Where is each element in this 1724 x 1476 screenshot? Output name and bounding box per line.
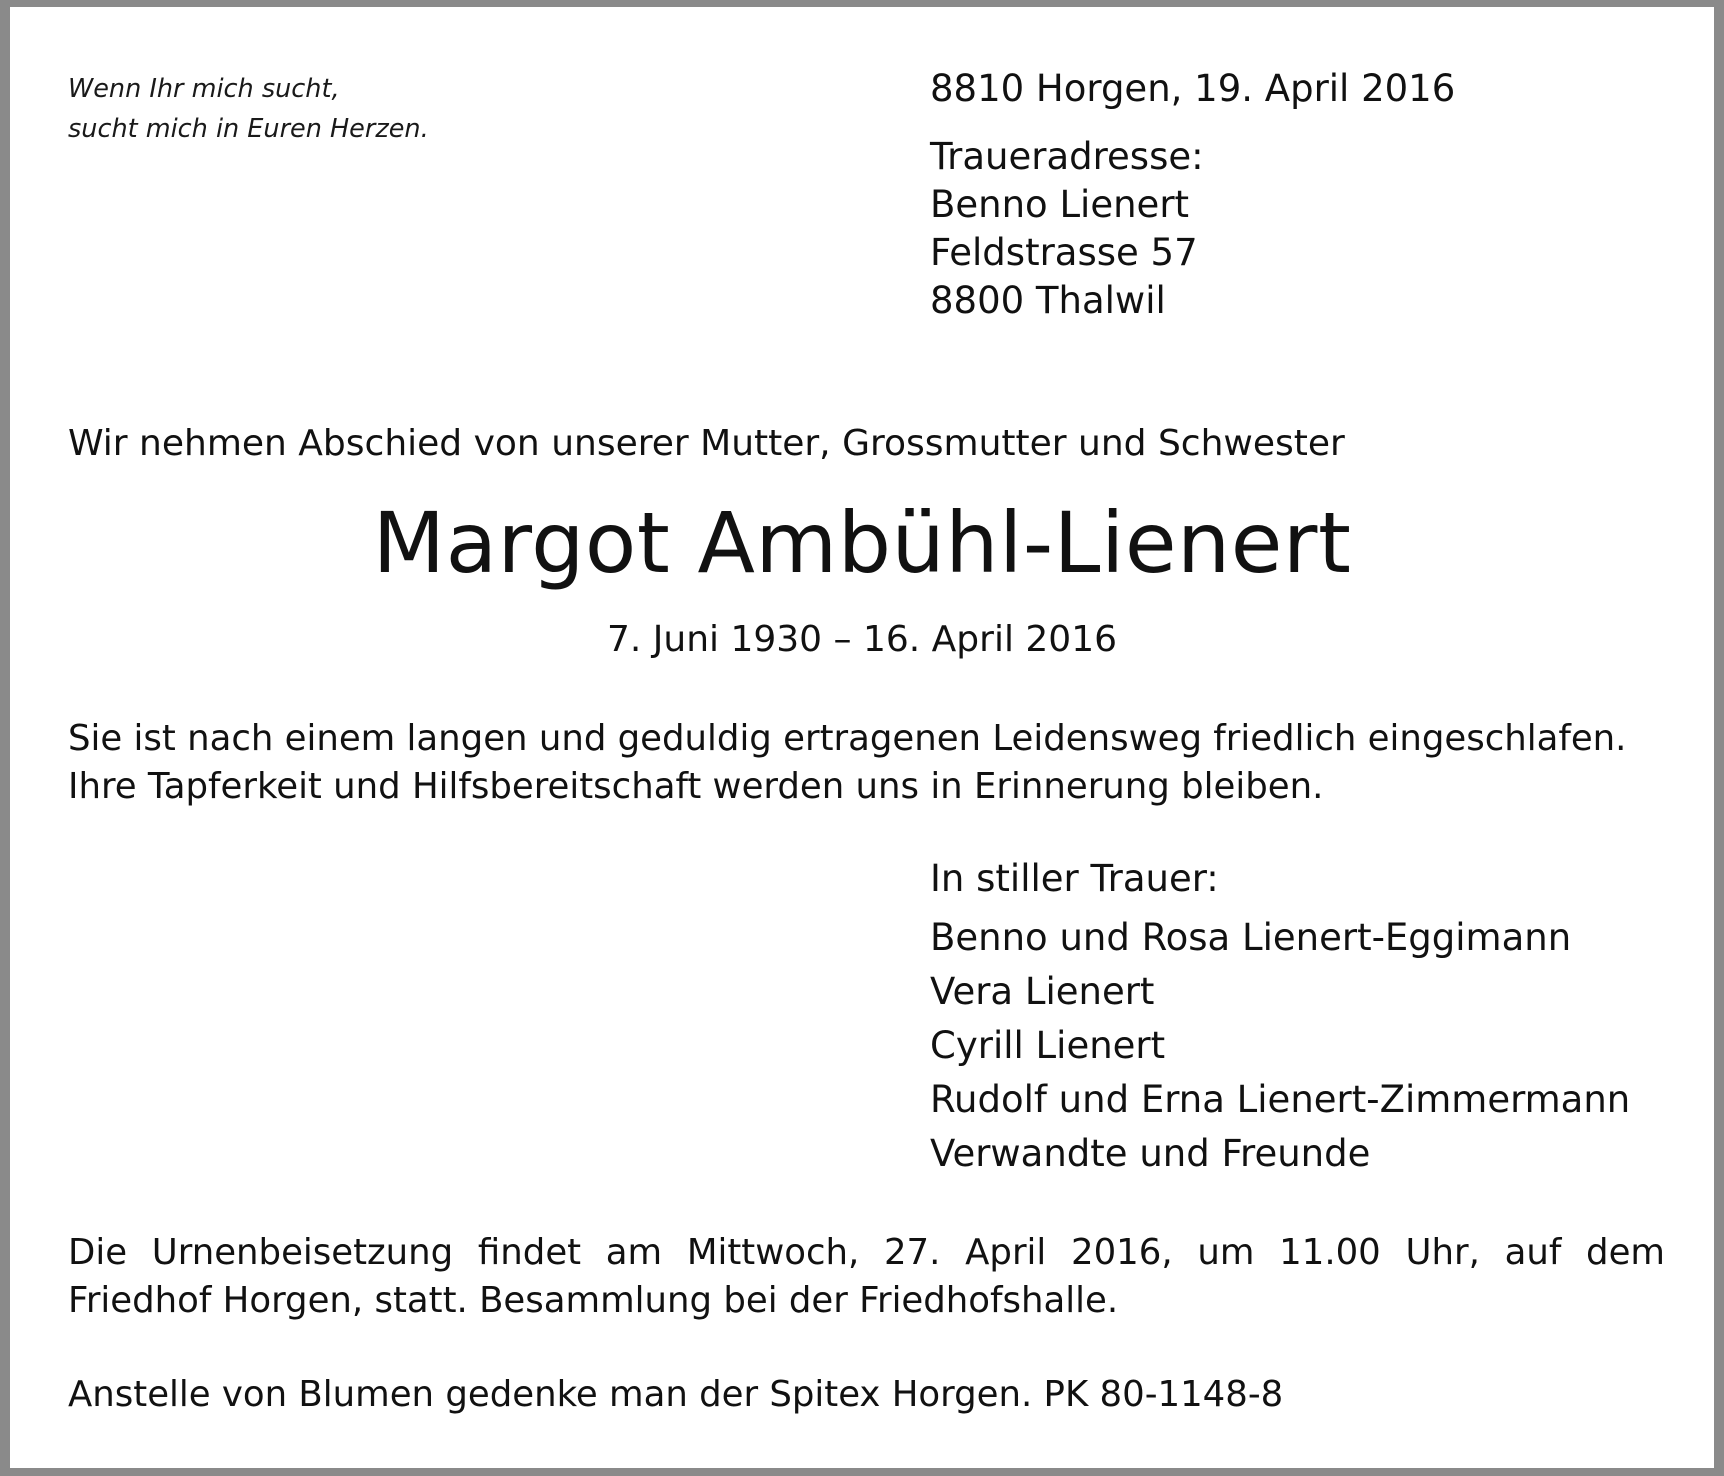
mourners-list [930, 911, 1630, 1181]
mourner-name: Rudolf und Erna Lienert-Zimmermann [930, 1078, 1631, 1121]
motto-line: sucht mich in Euren Herzen. [68, 114, 429, 144]
burial-line: Die Urnenbeisetzung findet am Mittwoch, 27. April 2016, um 11.00 Uhr, auf dem [68, 1232, 1665, 1273]
memorial-line: Ihre Tapferkeit und Hilfsbereitschaft werden uns in Erinnerung bleiben. [68, 766, 1324, 807]
donation-note: Anstelle von Blumen gedenke man der Spitex Horgen. PK 80-1148-8 [68, 1374, 1284, 1415]
mourner-name: Benno und Rosa Lienert-Eggimann [930, 916, 1572, 959]
address-line: Benno Lienert [930, 183, 1190, 226]
motto-line: Wenn Ihr mich sucht, [68, 74, 340, 104]
burial-info [68, 1229, 1665, 1325]
deceased-name: Margot Ambühl-Lienert [372, 494, 1352, 592]
address-line: 8800 Thalwil [930, 279, 1166, 322]
memorial-text [68, 715, 1665, 811]
burial-line: Friedhof Horgen, statt. Besammlung bei der Friedhofshalle. [68, 1280, 1119, 1321]
mourner-name: Verwandte und Freunde [930, 1132, 1371, 1175]
address-line: Feldstrasse 57 [930, 231, 1198, 274]
place-date: 8810 Horgen, 19. April 2016 [930, 67, 1456, 110]
motto-quote [68, 69, 429, 149]
address-label: Traueradresse: [930, 135, 1204, 178]
memorial-line: Sie ist nach einem langen und geduldig ertragenen Leidensweg friedlich eingeschlafen. [68, 718, 1627, 759]
mourning-label: In stiller Trauer: [930, 857, 1219, 900]
farewell-intro: Wir nehmen Abschied von unserer Mutter, Grossmutter und Schwester [68, 423, 1345, 464]
mourner-name: Cyrill Lienert [930, 1024, 1166, 1067]
life-dates: 7. Juni 1930 – 16. April 2016 [606, 619, 1118, 660]
mourner-name: Vera Lienert [930, 970, 1155, 1013]
mourning-address [930, 133, 1204, 325]
